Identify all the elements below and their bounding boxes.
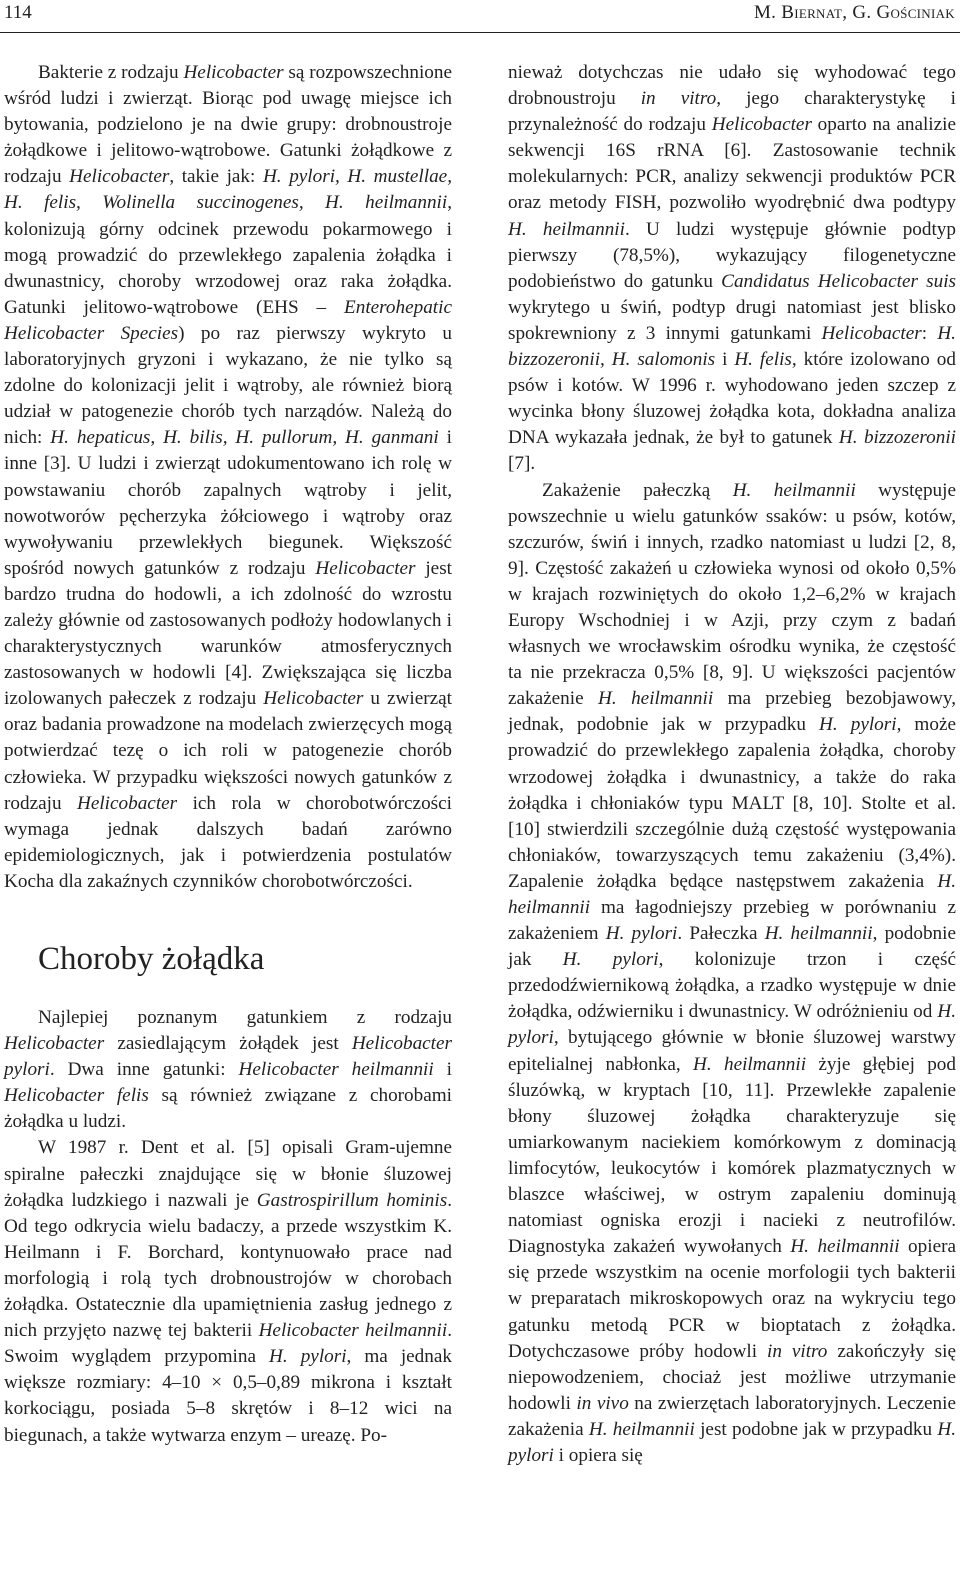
page-header (0, 0, 960, 26)
continued-paragraph: nieważ dotychczas nie udało się wyhodować tego drobnoustroju in vitro, jego charakterystykę i przynależność do rodzaju Helicobacter oparto na analizie sekwencji 16S rRNA [6]. Zastosowanie technik molekularnych: PCR, analizy sekwencji produktów PCR oraz metody FISH, pozwoliło wyodrębnić dwa podtypy H. heilmannii. U ludzi występuje głównie podtyp pierwszy (78,5%), wykazujący filogenetyczne podobieństwo do gatunku Candidatus Helicobacter suis wykrytego u świń, podtyp drugi natomiast jest blisko spokrewniony z 3 innymi gatunkami Helicobacter: H. bizzozeronii, H. salomonis i H. felis, które izolowano od psów i kotów. W 1996 r. wyhodowano jeden szczep z wycinka błony śluzowej żołądka kota, dokładna analiza DNA wykazała jednak, że był to gatunek H. bizzozeronii [7]. (508, 62, 957, 475)
section-heading: Choroby żołądka (38, 941, 265, 977)
infection-paragraph: Zakażenie pałeczką H. heilmannii występuje powszechnie u wielu gatunków ssaków: u psów, kotów, szczurów, świń i innych, rzadko natomiast u ludzi [2, 8, 9]. Częstość zakażeń u człowieka wynosi od około 0,5% w krajach rozwiniętych do około 1,2–6,2% w krajach Europy Wschodniej i w Azji, przy czym z badań własnych we wrocławskim ośrodku wynika, że częstość ta nie przekracza 0,5% [8, 9]. U większości pacjentów zakażenie H. heilmannii ma przebieg bezobjawowy, jednak, podobnie jak w przypadku H. pylori, może prowadzić do przewlekłego zapalenia żołądka, choroby wrzodowej żołądka i dwunastnicy, a także do raka żołądka i chłoniaków typu MALT [8, 10]. Stolte et al. [10] stwierdzili szczególnie dużą częstość występowania chłoniaków, towarzyszących temu zakażeniu (3,4%). Zapalenie żołądka będące następstwem zakażenia H. heilmannii ma łagodniejszy przebieg w porównaniu z zakażeniem H. pylori. Pałeczka H. heilmannii, podobnie jak H. pylori, kolonizuje trzon i część przedodźwiernikową żołądka, a rzadko występuje w dnie żołądka, odźwierniku i dwunastnicy. W odróżnieniu od H. pylori, bytującego głównie w błonie śluzowej warstwy epitelialnej nabłonka, H. heilmannii żyje głębiej pod śluzówką, w kryptach [10, 11]. Przewlekłe zapalenie błony śluzowej żołądka charakteryzuje się umiarkowanym naciekiem komórkowym z dominacją limfocytów, leukocytów i komórek plazmatycznych w blaszce właściwej, w ostrym zapaleniu dominują natomiast ogniska erozji i nacieki z neutrofilów. Diagnostyka zakażeń wywołanych H. heilmannii opiera się przede wszystkim na ocenie morfologii tych bakterii w preparatach mikroskopowych oraz na wykryciu tego gatunku metodą PCR w bioptatach z żołądka. Dotychczasowe próby hodowli in vitro zakończyły się niepowodzeniem, chociaż jest możliwe utrzymanie hodowli in vivo na zwierzętach laboratoryjnych. Leczenie zakażenia H. heilmannii jest podobne jak w przypadku H. pylori i opiera się (508, 479, 956, 1466)
section-paragraph-1: Najlepiej poznanym gatunkiem z rodzaju Helicobacter zasiedlającym żołądek jest Helicobacter pylori. Dwa inne gatunki: Helicobacter heilmannii i Helicobacter felis są również związane z chorobami żołądka u ludzi. (4, 1007, 453, 1133)
running-head-authors: M. Biernat, G. Gościniak (753, 2, 955, 23)
header-rule (0, 32, 960, 33)
section-paragraph-2: W 1987 r. Dent et al. [5] opisali Gram-ujemne spiralne pałeczki znajdujące się w błonie śluzowej żołądka ludzkiego i nazwali je Gastrospirillum hominis. Od tego odkrycia wielu badaczy, a przede wszystkim K. Heilmann i F. Borchard, kontynuowało prace nad morfologią i rolą tych drobnoustrojów w chorobach żołądka. Ostatecznie dla upamiętnienia zasług jednego z nich przyjęto nazwę tej bakterii Helicobacter heilmannii. Swoim wyglądem przypomina H. pylori, ma jednak większe rozmiary: 4–10 × 0,5–0,89 mikrona i kształt korkociągu, posiada 5–8 skrętów i 8–12 wici na biegunach, a także wytwarza enzym – ureazę. Po- (4, 1137, 452, 1446)
left-column (4, 60, 452, 1449)
right-column (508, 60, 956, 1469)
intro-paragraph: Bakterie z rodzaju Helicobacter są rozpowszechnione wśród ludzi i zwierząt. Biorąc pod uwagę miejsce ich bytowania, podzielono je na dwie grupy: drobnoustroje żołądkowe i jelitowo-wątrobowe. Gatunki żołądkowe z rodzaju Helicobacter, takie jak: H. pylori, H. mustellae, H. felis, Wolinella succinogenes, H. heilmannii, kolonizują górny odcinek przewodu pokarmowego i mogą prowadzić do przewlekłego zapalenia żołądka i dwunastnicy, choroby wrzodowej oraz raka żołądka. Gatunki jelitowo-wątrobowe (EHS – Enterohepatic Helicobacter Species) po raz pierwszy wykryto u laboratoryjnych gryzoni i wykazano, że nie tylko są zdolne do kolonizacji jelit i wątroby, ale również biorą udział w patogenezie chorób tych narządów. Należą do nich: H. hepaticus, H. bilis, H. pullorum, H. ganmani i inne [3]. U ludzi i zwierząt udokumentowano ich rolę w powstawaniu chorób zapalnych wątroby i jelit, nowotworów pęcherzyka żółciowego i wątroby oraz wywoływaniu przewlekłych biegunek. Większość spośród nowych gatunków z rodzaju Helicobacter jest bardzo trudna do hodowli, a ich zdolność do wzrostu zależy głównie od zastosowanych podłoży hodowlanych i charakterystycznych warunków atmosferycznych zastosowanych w hodowli [4]. Zwiększająca się liczba izolowanych pałeczek z rodzaju Helicobacter u zwierząt oraz badania prowadzone na modelach zwierzęcych mogą potwierdzać tezę o ich roli w patogenezie chorób człowieka. W przypadku większości nowych gatunków z rodzaju Helicobacter ich rola w chorobotwórczości wymaga jednak dalszych badań zarówno epidemiologicznych, jak i potwierdzenia postulatów Kocha dla zakaźnych czynników chorobotwórczości. (4, 62, 453, 892)
page-number: 114 (4, 2, 32, 23)
